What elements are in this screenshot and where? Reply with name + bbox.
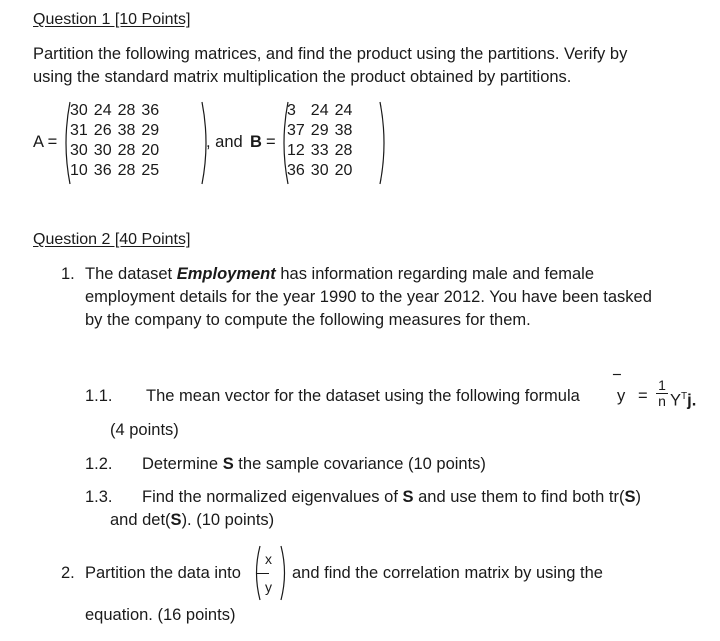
- matrix-a-entry: 10: [70, 162, 88, 179]
- matrix-a-entry: 20: [141, 142, 160, 159]
- item-1-number: 1.: [61, 265, 75, 283]
- matrix-b-entry: 28: [334, 142, 353, 159]
- matrix-a-label: A =: [33, 133, 58, 151]
- sub-item-1-3-line-2-post: ). (10 points): [181, 511, 275, 529]
- matrix-b-right-paren: [378, 101, 388, 185]
- partition-y: y: [265, 579, 272, 595]
- partition-divider: [256, 573, 269, 574]
- sub-item-1-2-pre: Determine: [142, 455, 223, 473]
- sub-item-1-1-points: (4 points): [110, 421, 179, 439]
- formula-transpose: T: [681, 391, 688, 402]
- formula-ybar: y: [617, 387, 626, 405]
- item-2-text-pre: Partition the data into: [85, 564, 241, 582]
- item-1-line-3: by the company to compute the following measures for them.: [85, 311, 531, 329]
- sub-item-1-2-post: the sample covariance (10 points): [233, 455, 486, 473]
- formula-numerator: 1: [658, 377, 666, 393]
- matrix-a-entry: 28: [117, 142, 136, 159]
- formula-j: j.: [687, 391, 697, 410]
- matrix-b-entry: 30: [310, 162, 329, 179]
- item-1-text-pre: The dataset: [85, 265, 177, 283]
- item-2-line-2: equation. (16 points): [85, 606, 236, 624]
- sub-item-1-3-mid: and use them to find both tr(: [413, 488, 625, 506]
- formula-ybar-bar: −: [612, 366, 622, 384]
- covariance-symbol: S: [402, 488, 414, 506]
- covariance-symbol: S: [624, 488, 636, 506]
- matrix-a-entry: 24: [93, 102, 112, 119]
- matrix-a-entries: [70, 101, 165, 181]
- formula-equals: =: [638, 387, 648, 405]
- matrix-b-entries: [287, 101, 358, 181]
- sub-item-1-1-number: 1.1.: [85, 387, 113, 405]
- matrix-b-row: [287, 121, 358, 141]
- matrix-a-row: [70, 121, 165, 141]
- matrix-b: [280, 101, 390, 185]
- item-2-text-post: and find the correlation matrix by using the: [292, 564, 603, 582]
- partition-x: x: [265, 551, 272, 567]
- matrix-a-entry: 28: [117, 162, 136, 179]
- sub-item-1-2-text: [142, 453, 486, 476]
- matrix-b-row: [287, 101, 358, 121]
- formula-fraction: [656, 378, 668, 409]
- matrix-b-equals: =: [266, 133, 276, 151]
- item-1-text-post: has information regarding male and female: [275, 265, 595, 283]
- question-2-heading: Question 2 [40 Points]: [33, 231, 191, 248]
- sub-item-1-3-end: ): [635, 488, 641, 506]
- matrix-a-entry: 36: [93, 162, 112, 179]
- formula-denominator: n: [658, 393, 666, 409]
- item-2-number: 2.: [61, 564, 75, 582]
- matrix-a-entry: 30: [70, 142, 88, 159]
- matrix-a-row: [70, 161, 165, 181]
- matrix-b-entry: 24: [334, 102, 353, 119]
- matrix-a-entry: 31: [70, 122, 88, 139]
- and-label: , and: [206, 133, 243, 151]
- matrix-a-row: [70, 141, 165, 161]
- q1-instruction-line-2: using the standard matrix multiplication the product obtained by partitions.: [33, 68, 572, 86]
- matrix-a-entry: 28: [117, 102, 136, 119]
- matrix-b-entry: 20: [334, 162, 353, 179]
- question-1-heading: Question 1 [10 Points]: [33, 11, 191, 28]
- item-1-line-1: [85, 263, 594, 286]
- matrix-b-row: [287, 141, 358, 161]
- covariance-symbol: S: [222, 455, 234, 473]
- sub-item-1-3-line-2-pre: and det(: [110, 511, 171, 529]
- matrix-a: [62, 101, 210, 185]
- matrix-b-entry: 3: [287, 102, 296, 119]
- q1-instruction-line-1: Partition the following matrices, and find the product using the partitions. Verify by: [33, 45, 628, 63]
- sub-item-1-3-line-2: [110, 509, 274, 532]
- matrix-b-entry: 38: [334, 122, 353, 139]
- matrix-a-entry: 30: [93, 142, 112, 159]
- partition-vector-right-paren: [279, 545, 288, 601]
- matrix-a-entry: 29: [141, 122, 160, 139]
- dataset-name: Employment: [176, 265, 276, 283]
- matrix-b-entry: 12: [287, 142, 305, 159]
- matrix-b-entry: 29: [310, 122, 329, 139]
- matrix-a-entry: 38: [117, 122, 136, 139]
- matrix-a-entry: 25: [141, 162, 160, 179]
- partition-vector: [253, 545, 289, 601]
- matrix-b-entry: 33: [310, 142, 329, 159]
- covariance-symbol: S: [170, 511, 182, 529]
- sub-item-1-2-number: 1.2.: [85, 455, 113, 473]
- matrix-b-entry: 36: [287, 162, 305, 179]
- matrix-a-entry: 30: [70, 102, 88, 119]
- formula-y-symbol: Y: [670, 391, 682, 410]
- sub-item-1-1-text: The mean vector for the dataset using the following formula: [146, 387, 580, 405]
- matrix-b-entry: 37: [287, 122, 305, 139]
- matrix-b-symbol: B: [250, 133, 262, 151]
- matrix-a-entry: 36: [141, 102, 160, 119]
- item-1-line-2: employment details for the year 1990 to the year 2012. You have been tasked: [85, 288, 652, 306]
- sub-item-1-3-number: 1.3.: [85, 488, 113, 506]
- formula-matrix-y: [670, 385, 696, 413]
- matrix-a-row: [70, 101, 165, 121]
- sub-item-1-3-line-1: [142, 486, 641, 509]
- matrix-b-row: [287, 161, 358, 181]
- matrix-b-entry: 24: [310, 102, 329, 119]
- matrix-a-entry: 26: [93, 122, 112, 139]
- sub-item-1-3-pre: Find the normalized eigenvalues of: [142, 488, 403, 506]
